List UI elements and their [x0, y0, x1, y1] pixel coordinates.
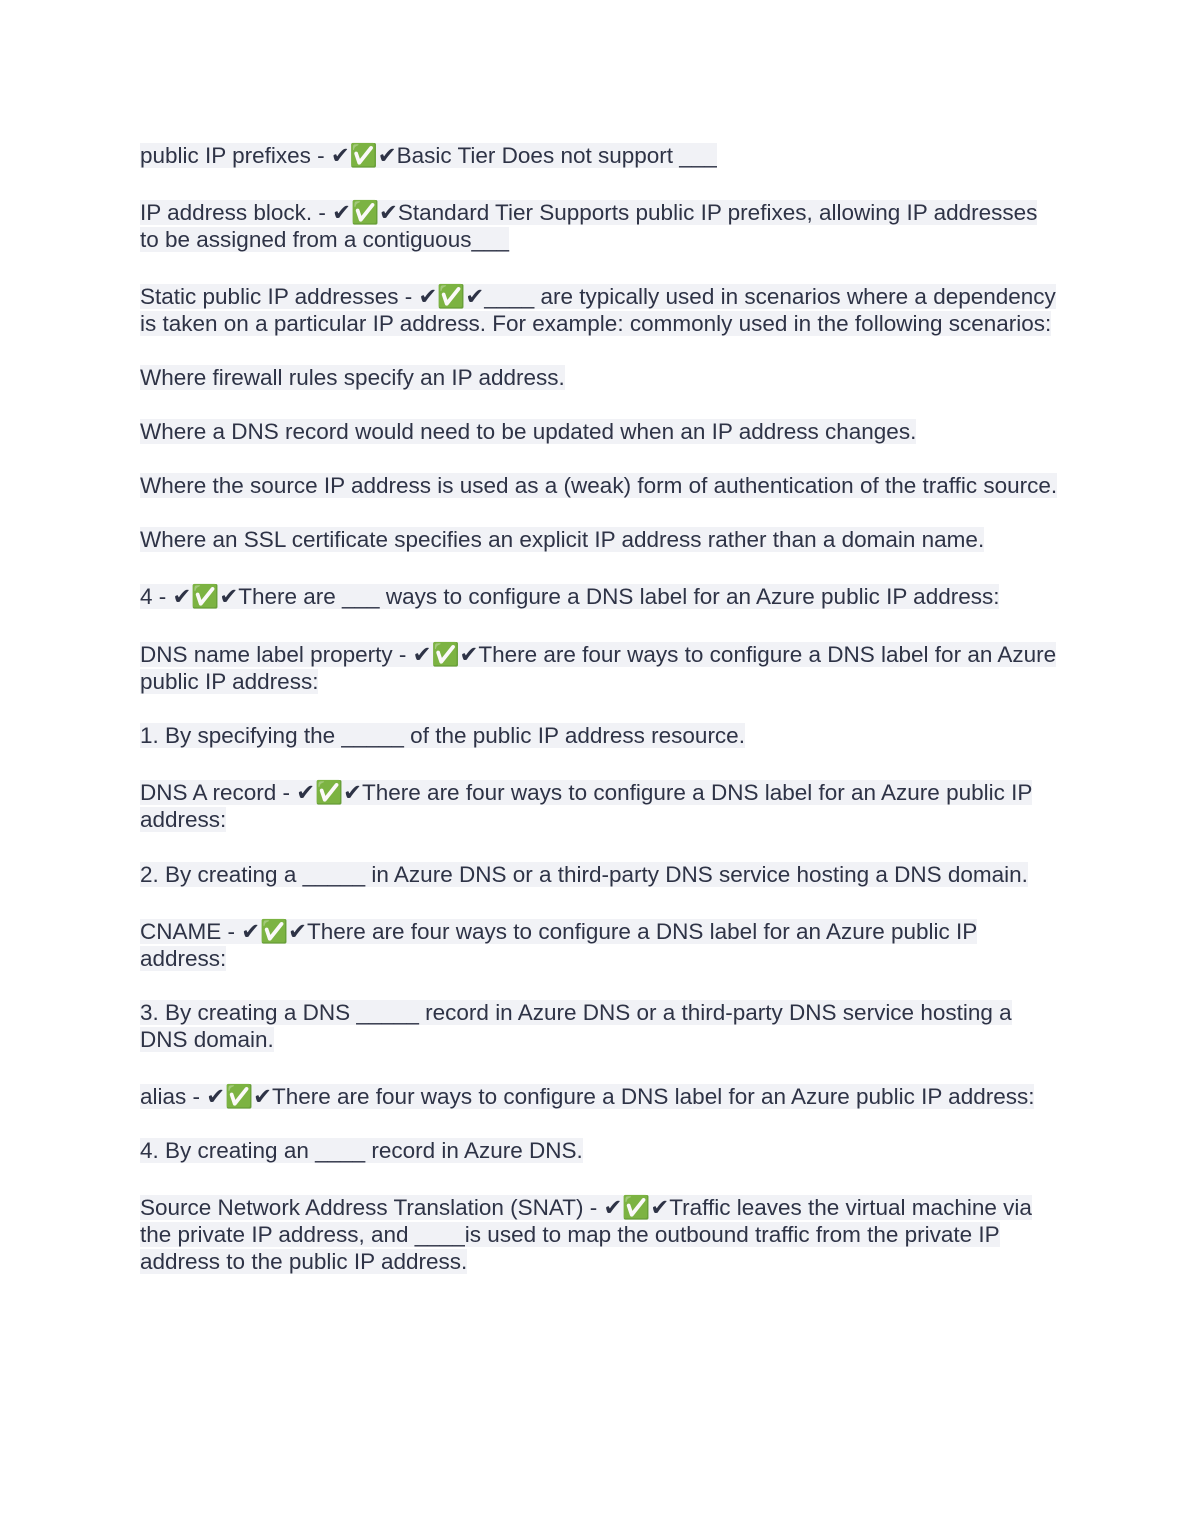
scenario-source-ip-auth	[140, 472, 1060, 499]
paragraph-text: Where a DNS record would need to be updated when an IP address changes.	[140, 419, 917, 444]
flashcard-snat	[140, 1194, 1060, 1275]
paragraph-text: public IP prefixes - ✔✅✔Basic Tier Does not support ___	[140, 143, 717, 168]
scenario-ssl-certificate	[140, 526, 1060, 553]
paragraph-text: Where an SSL certificate specifies an explicit IP address rather than a domain name.	[140, 527, 985, 552]
item-specifying-property	[140, 722, 1060, 749]
paragraph-text: Source Network Address Translation (SNAT) - ✔✅✔Traffic leaves the virtual machine via the private IP address, and ____is used to map the outbound traffic from the private IP address to the public IP address.	[140, 1195, 1032, 1274]
flashcard-public-ip-prefixes	[140, 142, 1060, 169]
paragraph-text: 3. By creating a DNS _____ record in Azure DNS or a third-party DNS service hosting a DNS domain.	[140, 1000, 1012, 1052]
item-creating-cname-record	[140, 999, 1060, 1053]
paragraph-text: 1. By specifying the _____ of the public IP address resource.	[140, 723, 745, 748]
paragraph-text: DNS A record - ✔✅✔There are four ways to configure a DNS label for an Azure public IP address:	[140, 780, 1033, 832]
flashcard-dns-a-record	[140, 779, 1060, 833]
flashcard-ip-address-block	[140, 199, 1060, 253]
flashcard-static-public-ip	[140, 283, 1060, 337]
flashcard-dns-name-label	[140, 641, 1060, 695]
paragraph-text: alias - ✔✅✔There are four ways to configure a DNS label for an Azure public IP address:	[140, 1084, 1035, 1109]
paragraph-text: Where firewall rules specify an IP address.	[140, 365, 565, 390]
flashcard-cname	[140, 918, 1060, 972]
document-page	[140, 142, 1060, 1275]
flashcard-alias	[140, 1083, 1060, 1110]
paragraph-text: Static public IP addresses - ✔✅✔____ are typically used in scenarios where a dependency is taken on a particular IP address. For example: commonly used in the following scenarios:	[140, 284, 1056, 336]
paragraph-text: Where the source IP address is used as a (weak) form of authentication of the traffic source.	[140, 473, 1058, 498]
paragraph-text: IP address block. - ✔✅✔Standard Tier Supports public IP prefixes, allowing IP addresses to be assigned from a contiguous___	[140, 200, 1038, 252]
flashcard-four-ways	[140, 583, 1060, 610]
scenario-firewall-rules	[140, 364, 1060, 391]
paragraph-text: 4. By creating an ____ record in Azure DNS.	[140, 1138, 583, 1163]
paragraph-text: DNS name label property - ✔✅✔There are four ways to configure a DNS label for an Azure public IP address:	[140, 642, 1057, 694]
paragraph-text: CNAME - ✔✅✔There are four ways to configure a DNS label for an Azure public IP address:	[140, 919, 978, 971]
item-creating-a-record	[140, 861, 1060, 888]
item-creating-alias-record	[140, 1137, 1060, 1164]
paragraph-text: 2. By creating a _____ in Azure DNS or a third-party DNS service hosting a DNS domain.	[140, 862, 1028, 887]
paragraph-text: 4 - ✔✅✔There are ___ ways to configure a DNS label for an Azure public IP address:	[140, 584, 1000, 609]
scenario-dns-record	[140, 418, 1060, 445]
